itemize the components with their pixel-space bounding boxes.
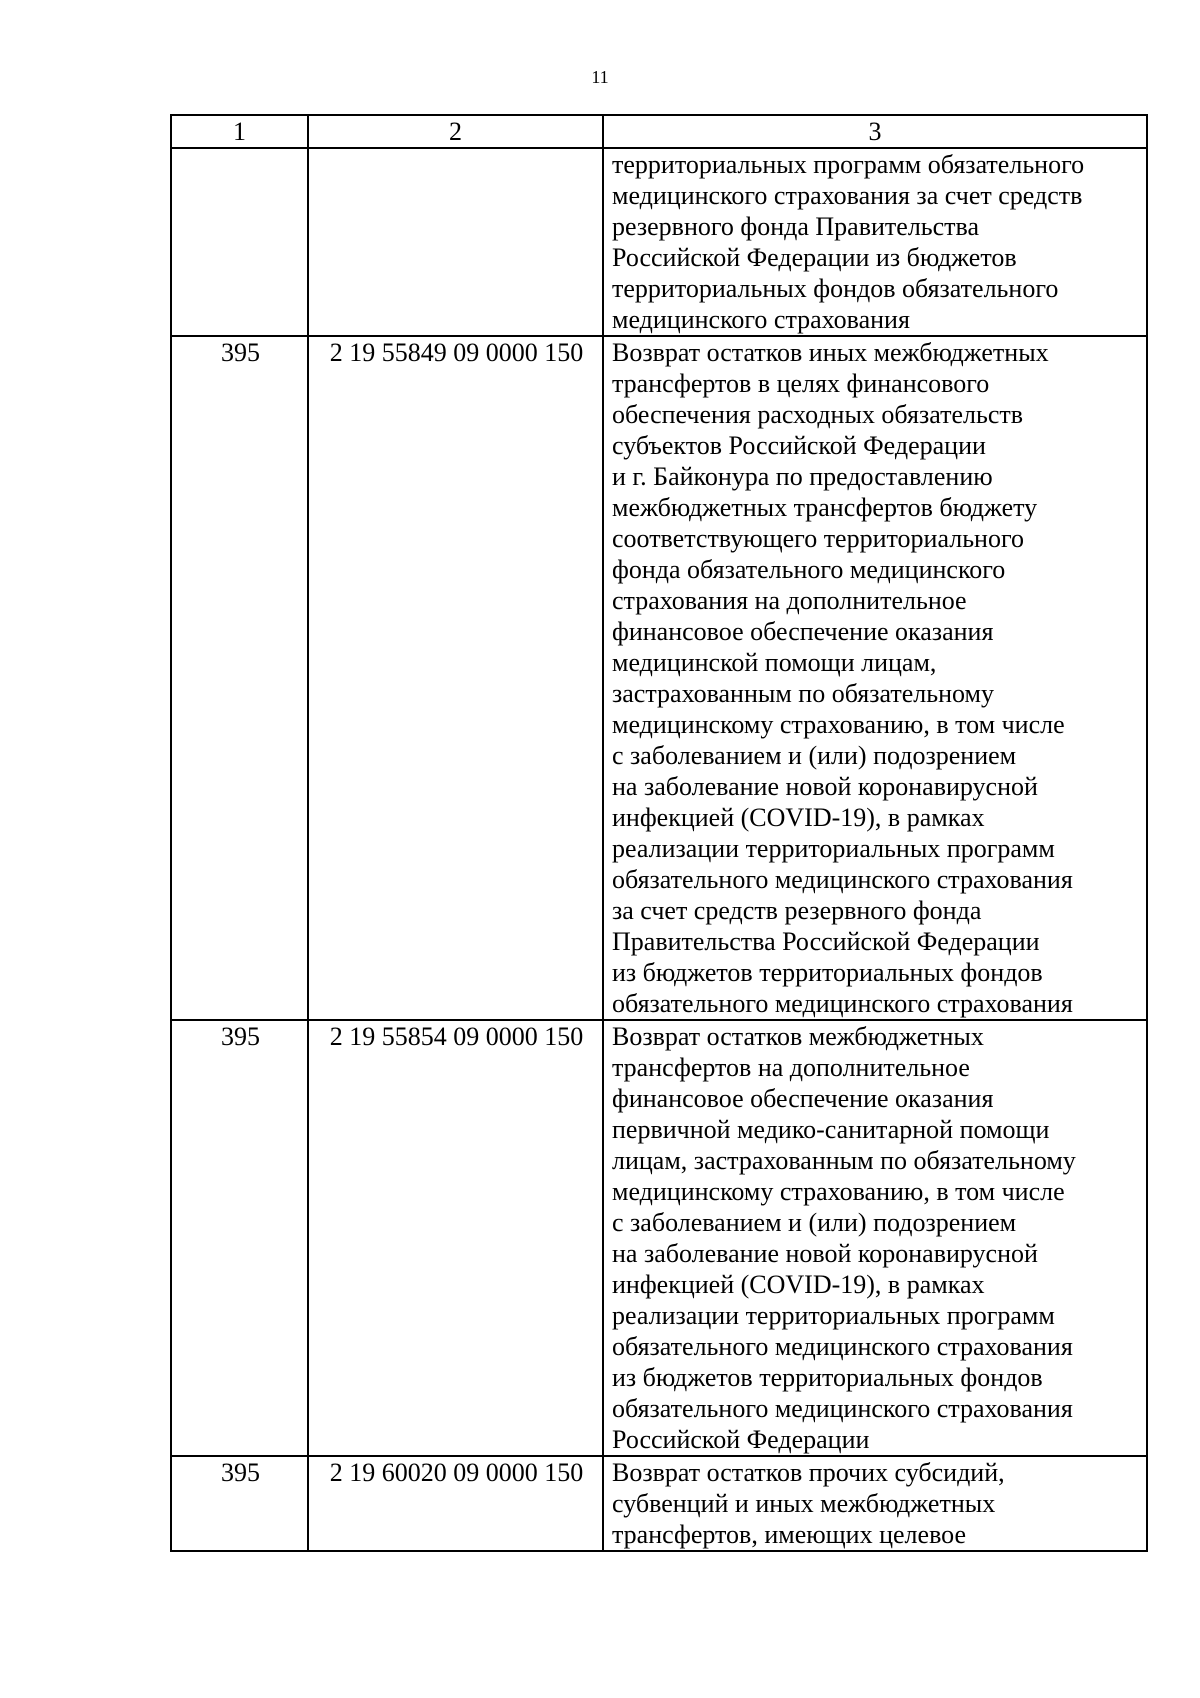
description-line: первичной медико-санитарной помощи (612, 1115, 1050, 1144)
description-line: Правительства Российской Федерации (612, 927, 1040, 956)
description-line: реализации территориальных программ (612, 834, 1055, 863)
description-line: Возврат остатков межбюджетных (612, 1022, 984, 1051)
row-description-cell (603, 336, 1147, 1020)
description-line: резервного фонда Правительства (612, 212, 980, 241)
description-line: территориальных программ обязательного (612, 150, 1085, 179)
row-classification-cell (308, 148, 603, 336)
description-line: субъектов Российской Федерации (612, 431, 986, 460)
column-header-1: 1 (171, 115, 308, 148)
table-header-row (171, 115, 1147, 148)
description-line: страхования на дополнительное (612, 586, 967, 615)
table-row (171, 1456, 1147, 1551)
description-line: трансфертов в целях финансового (612, 369, 990, 398)
description-line: Российской Федерации (612, 1425, 870, 1454)
description-line: медицинскому страхованию, в том числе (612, 710, 1065, 739)
row-classification-cell: 2 19 60020 09 0000 150 (308, 1456, 603, 1551)
description-line: инфекцией (COVID-19), в рамках (612, 803, 985, 832)
column-header-2: 2 (308, 115, 603, 148)
column-header-3: 3 (603, 115, 1147, 148)
table-row (171, 336, 1147, 1020)
description-line: и г. Байконура по предоставлению (612, 462, 993, 491)
description-line: обязательного медицинского страхования (612, 865, 1073, 894)
description-line: обязательного медицинского страхования (612, 989, 1073, 1018)
description-line: обеспечения расходных обязательств (612, 400, 1024, 429)
page-number: 11 (591, 67, 609, 87)
row-classification-cell: 2 19 55849 09 0000 150 (308, 336, 603, 1020)
description-line: субвенций и иных межбюджетных (612, 1489, 996, 1518)
row-classification-cell: 2 19 55854 09 0000 150 (308, 1020, 603, 1456)
description-line: из бюджетов территориальных фондов (612, 1363, 1043, 1392)
table-row (171, 148, 1147, 336)
description-line: медицинского страхования за счет средств (612, 181, 1083, 210)
row-code-cell (171, 148, 308, 336)
description-line: межбюджетных трансфертов бюджету (612, 493, 1038, 522)
description-line: медицинскому страхованию, в том числе (612, 1177, 1065, 1206)
description-line: реализации территориальных программ (612, 1301, 1055, 1330)
document-table (170, 114, 1148, 1552)
description-line: за счет средств резервного фонда (612, 896, 982, 925)
description-line: трансфертов, имеющих целевое (612, 1520, 967, 1549)
description-line: медицинской помощи лицам, (612, 648, 937, 677)
description-line: обязательного медицинского страхования (612, 1332, 1073, 1361)
description-line: из бюджетов территориальных фондов (612, 958, 1043, 987)
description-line: застрахованным по обязательному (612, 679, 995, 708)
description-line: на заболевание новой коронавирусной (612, 772, 1038, 801)
row-code-cell: 395 (171, 1456, 308, 1551)
description-line: инфекцией (COVID-19), в рамках (612, 1270, 985, 1299)
description-line: фонда обязательного медицинского (612, 555, 1006, 584)
description-line: с заболеванием и (или) подозрением (612, 741, 1017, 770)
description-line: финансовое обеспечение оказания (612, 1084, 994, 1113)
description-line: Российской Федерации из бюджетов (612, 243, 1017, 272)
description-line: обязательного медицинского страхования (612, 1394, 1073, 1423)
description-line: с заболеванием и (или) подозрением (612, 1208, 1017, 1237)
description-line: соответствующего территориального (612, 524, 1024, 553)
description-line: территориальных фондов обязательного (612, 274, 1059, 303)
description-line: медицинского страхования (612, 305, 910, 334)
row-description-cell (603, 1020, 1147, 1456)
description-line: финансовое обеспечение оказания (612, 617, 994, 646)
row-description-cell (603, 148, 1147, 336)
description-line: на заболевание новой коронавирусной (612, 1239, 1038, 1268)
description-line: лицам, застрахованным по обязательному (612, 1146, 1076, 1175)
row-code-cell: 395 (171, 336, 308, 1020)
table-row (171, 1020, 1147, 1456)
row-description-cell (603, 1456, 1147, 1551)
description-line: Возврат остатков иных межбюджетных (612, 338, 1049, 367)
table-body (171, 148, 1147, 1551)
description-line: Возврат остатков прочих субсидий, (612, 1458, 1005, 1487)
row-code-cell: 395 (171, 1020, 308, 1456)
description-line: трансфертов на дополнительное (612, 1053, 970, 1082)
